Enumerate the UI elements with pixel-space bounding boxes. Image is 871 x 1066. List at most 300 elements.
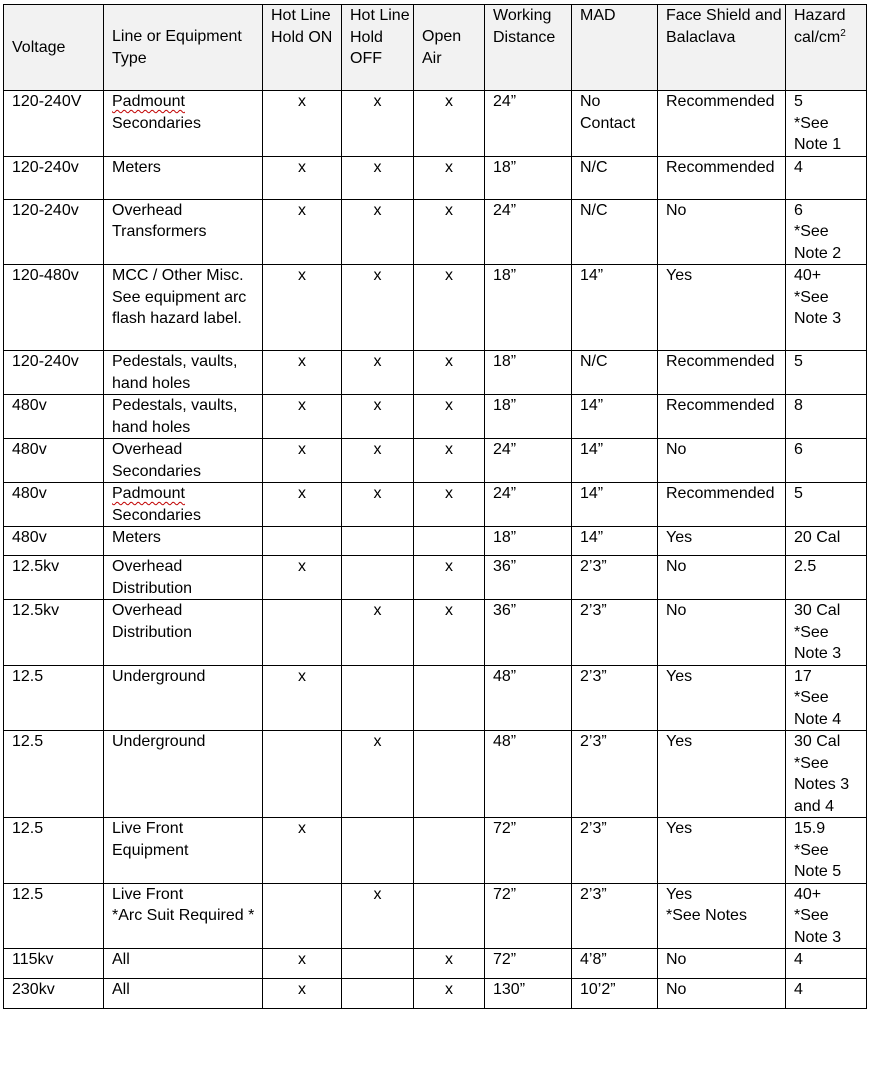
cell-text: 480v bbox=[12, 529, 47, 546]
cell-voltage bbox=[4, 665, 104, 731]
cell-hazard bbox=[786, 883, 867, 949]
cell-hot-line-hold-on bbox=[263, 600, 342, 666]
cell-voltage bbox=[4, 979, 104, 1009]
table-row bbox=[4, 818, 867, 884]
cell-text: x bbox=[373, 201, 382, 219]
cell-text: 2’3” bbox=[580, 558, 607, 575]
cell-voltage bbox=[4, 731, 104, 818]
cell-type bbox=[104, 527, 263, 556]
cell-working-distance bbox=[485, 949, 572, 979]
cell-text: 120-240V bbox=[12, 93, 82, 110]
table-row bbox=[4, 731, 867, 818]
cell-face-shield bbox=[658, 600, 786, 666]
cell-text: Pedestals, vaults, hand holes bbox=[112, 353, 238, 392]
table-row bbox=[4, 199, 867, 265]
cell-text: Meters bbox=[112, 158, 161, 176]
cell-text: 36” bbox=[493, 558, 517, 575]
cell-text: 4 bbox=[794, 981, 803, 998]
cell-text: 10’2” bbox=[580, 981, 616, 998]
cell-hazard bbox=[786, 91, 867, 157]
cell-text: Secondaries bbox=[112, 462, 201, 480]
cell-text: x bbox=[298, 558, 306, 575]
cell-voltage bbox=[4, 556, 104, 600]
cell-hot-line-hold-on bbox=[263, 156, 342, 199]
cell-mad bbox=[572, 600, 658, 666]
cell-working-distance bbox=[485, 527, 572, 556]
header-hot-line-hold-off: Hot Line Hold OFF bbox=[342, 5, 414, 91]
cell-hot-line-hold-on bbox=[263, 439, 342, 483]
cell-hot-line-hold-on bbox=[263, 731, 342, 818]
cell-type bbox=[104, 979, 263, 1009]
cell-text: 15.9 bbox=[794, 820, 826, 837]
table-row bbox=[4, 600, 867, 666]
cell-text: 115kv bbox=[12, 951, 54, 968]
cell-text: Padmount bbox=[112, 485, 185, 502]
cell-text: 120-480v bbox=[12, 267, 79, 284]
cell-type bbox=[104, 665, 263, 731]
cell-text: x bbox=[445, 267, 453, 284]
table-row bbox=[4, 556, 867, 600]
cell-text: Recommended bbox=[666, 397, 775, 414]
cell-mad bbox=[572, 199, 658, 265]
cell-text: Recommended bbox=[666, 158, 775, 176]
cell-text: x bbox=[373, 353, 382, 370]
cell-text: 12.5 bbox=[12, 733, 44, 750]
cell-hazard bbox=[786, 731, 867, 818]
cell-text: 40+ bbox=[794, 267, 822, 284]
cell-hot-line-hold-off bbox=[342, 883, 414, 949]
cell-text: Yes bbox=[666, 885, 693, 903]
cell-text: Secondaries bbox=[112, 506, 201, 524]
cell-text: 120-240v bbox=[12, 201, 79, 219]
cell-text: x bbox=[298, 93, 306, 110]
cell-text: 24” bbox=[493, 485, 517, 502]
cell-face-shield bbox=[658, 527, 786, 556]
cell-voltage bbox=[4, 527, 104, 556]
cell-text: Recommended bbox=[666, 93, 775, 110]
header-mad: MAD bbox=[572, 5, 658, 91]
cell-text: Distribution bbox=[112, 579, 193, 597]
header-hazard-text: Hazard cal/cm bbox=[794, 7, 846, 46]
cell-open-air bbox=[414, 979, 485, 1009]
cell-face-shield bbox=[658, 731, 786, 818]
cell-text: x bbox=[373, 158, 382, 176]
cell-text: x bbox=[445, 485, 453, 502]
cell-face-shield bbox=[658, 439, 786, 483]
cell-text: 20 Cal bbox=[794, 529, 841, 546]
cell-hazard bbox=[786, 979, 867, 1009]
cell-text: *Arc Suit Required * bbox=[112, 907, 255, 924]
cell-text: 14” bbox=[580, 529, 604, 546]
cell-text: x bbox=[445, 558, 453, 575]
cell-working-distance bbox=[485, 265, 572, 351]
cell-text: 72” bbox=[493, 951, 517, 968]
cell-hazard bbox=[786, 395, 867, 439]
cell-open-air bbox=[414, 156, 485, 199]
cell-face-shield bbox=[658, 665, 786, 731]
cell-text: 230kv bbox=[12, 981, 55, 998]
cell-text: 8 bbox=[794, 397, 803, 414]
cell-text: *See Notes 3 and 4 bbox=[794, 754, 850, 815]
cell-open-air bbox=[414, 883, 485, 949]
cell-face-shield bbox=[658, 395, 786, 439]
cell-text: *See Note 1 bbox=[794, 114, 842, 153]
cell-text: 4’8” bbox=[580, 951, 607, 968]
cell-hot-line-hold-on bbox=[263, 949, 342, 979]
cell-text: 30 Cal bbox=[794, 602, 841, 619]
cell-text: 120-240v bbox=[12, 158, 79, 176]
cell-text: All bbox=[112, 981, 130, 998]
cell-open-air bbox=[414, 351, 485, 395]
cell-text: Yes bbox=[666, 733, 693, 750]
cell-text: x bbox=[373, 885, 382, 903]
cell-hot-line-hold-off bbox=[342, 979, 414, 1009]
cell-type bbox=[104, 91, 263, 157]
cell-text: Yes bbox=[666, 820, 693, 837]
cell-text: x bbox=[445, 353, 453, 370]
cell-text: 36” bbox=[493, 602, 517, 619]
cell-text: 5 bbox=[794, 353, 803, 370]
cell-working-distance bbox=[485, 818, 572, 884]
cell-text: x bbox=[298, 485, 306, 502]
cell-type bbox=[104, 483, 263, 527]
cell-open-air bbox=[414, 600, 485, 666]
cell-hot-line-hold-on bbox=[263, 265, 342, 351]
cell-open-air bbox=[414, 199, 485, 265]
cell-type bbox=[104, 439, 263, 483]
cell-voltage bbox=[4, 91, 104, 157]
cell-text: N/C bbox=[580, 158, 608, 176]
cell-text: Underground bbox=[112, 667, 206, 685]
cell-text: 18” bbox=[493, 158, 517, 176]
cell-text: Secondaries bbox=[112, 114, 201, 132]
cell-text: 18” bbox=[493, 353, 517, 370]
cell-text: 12.5kv bbox=[12, 558, 60, 575]
cell-working-distance bbox=[485, 395, 572, 439]
cell-mad bbox=[572, 949, 658, 979]
cell-hazard bbox=[786, 156, 867, 199]
cell-hot-line-hold-on bbox=[263, 818, 342, 884]
cell-face-shield bbox=[658, 483, 786, 527]
cell-text: Meters bbox=[112, 529, 161, 546]
cell-hazard bbox=[786, 265, 867, 351]
cell-text: 48” bbox=[493, 733, 517, 750]
cell-type bbox=[104, 199, 263, 265]
cell-text: 2’3” bbox=[580, 602, 607, 619]
table-row bbox=[4, 483, 867, 527]
cell-text: No Contact bbox=[580, 93, 636, 132]
cell-text: Transformers bbox=[112, 223, 207, 240]
cell-mad bbox=[572, 265, 658, 351]
cell-hot-line-hold-off bbox=[342, 395, 414, 439]
cell-hot-line-hold-off bbox=[342, 483, 414, 527]
cell-hot-line-hold-on bbox=[263, 979, 342, 1009]
cell-text: x bbox=[298, 397, 306, 414]
cell-text: 4 bbox=[794, 158, 803, 176]
cell-text: x bbox=[445, 981, 453, 998]
cell-text: x bbox=[298, 353, 306, 370]
cell-voltage bbox=[4, 818, 104, 884]
cell-text: x bbox=[373, 485, 382, 502]
cell-text: 2’3” bbox=[580, 667, 607, 685]
cell-text: Yes bbox=[666, 529, 693, 546]
cell-text: Yes bbox=[666, 667, 693, 685]
cell-hot-line-hold-off bbox=[342, 665, 414, 731]
cell-working-distance bbox=[485, 665, 572, 731]
cell-mad bbox=[572, 156, 658, 199]
cell-working-distance bbox=[485, 979, 572, 1009]
cell-text: No bbox=[666, 201, 687, 219]
cell-text: 6 bbox=[794, 201, 803, 219]
cell-text: Underground bbox=[112, 733, 206, 750]
cell-voltage bbox=[4, 883, 104, 949]
cell-working-distance bbox=[485, 199, 572, 265]
table-row bbox=[4, 883, 867, 949]
cell-open-air bbox=[414, 731, 485, 818]
cell-text: N/C bbox=[580, 201, 608, 219]
cell-mad bbox=[572, 527, 658, 556]
cell-hazard bbox=[786, 818, 867, 884]
cell-text: No bbox=[666, 441, 687, 458]
cell-text: Overhead bbox=[112, 441, 183, 458]
cell-text: x bbox=[298, 441, 306, 458]
cell-voltage bbox=[4, 351, 104, 395]
cell-text: 24” bbox=[493, 201, 517, 219]
cell-text: Overhead bbox=[112, 201, 183, 219]
cell-hot-line-hold-off bbox=[342, 527, 414, 556]
cell-text: N/C bbox=[580, 353, 608, 370]
cell-open-air bbox=[414, 818, 485, 884]
cell-text: Yes bbox=[666, 267, 693, 284]
cell-text: Overhead bbox=[112, 558, 183, 575]
cell-text: x bbox=[298, 267, 306, 284]
cell-mad bbox=[572, 883, 658, 949]
cell-hot-line-hold-off bbox=[342, 199, 414, 265]
cell-text: *See Notes bbox=[666, 907, 747, 924]
cell-mad bbox=[572, 439, 658, 483]
header-voltage: Voltage bbox=[4, 5, 104, 91]
header-hazard-superscript: 2 bbox=[840, 27, 846, 39]
cell-text: Padmount bbox=[112, 93, 185, 110]
cell-hot-line-hold-off bbox=[342, 949, 414, 979]
cell-text: x bbox=[445, 93, 453, 110]
cell-voltage bbox=[4, 395, 104, 439]
cell-text: All bbox=[112, 951, 130, 968]
cell-type bbox=[104, 731, 263, 818]
cell-face-shield bbox=[658, 556, 786, 600]
cell-text: 2’3” bbox=[580, 733, 607, 750]
cell-text: x bbox=[373, 93, 382, 110]
cell-text: 5 bbox=[794, 485, 803, 502]
cell-face-shield bbox=[658, 199, 786, 265]
cell-type bbox=[104, 265, 263, 351]
cell-hazard bbox=[786, 439, 867, 483]
cell-text: 24” bbox=[493, 93, 517, 110]
cell-text: x bbox=[298, 951, 306, 968]
cell-text: No bbox=[666, 602, 687, 619]
table-row bbox=[4, 527, 867, 556]
cell-text: 4 bbox=[794, 951, 803, 968]
cell-hot-line-hold-on bbox=[263, 556, 342, 600]
cell-hot-line-hold-on bbox=[263, 199, 342, 265]
cell-hot-line-hold-off bbox=[342, 818, 414, 884]
cell-text: Recommended bbox=[666, 353, 775, 370]
cell-hazard bbox=[786, 665, 867, 731]
cell-mad bbox=[572, 818, 658, 884]
cell-type bbox=[104, 351, 263, 395]
cell-text: *See Note 3 bbox=[794, 288, 842, 327]
cell-mad bbox=[572, 395, 658, 439]
cell-text: 18” bbox=[493, 267, 517, 284]
cell-text: 14” bbox=[580, 441, 604, 458]
cell-text: MCC / Other Misc. See equipment arc flash hazard label. bbox=[112, 267, 247, 327]
cell-face-shield bbox=[658, 979, 786, 1009]
cell-hazard bbox=[786, 556, 867, 600]
cell-text: Distribution bbox=[112, 623, 193, 641]
cell-type bbox=[104, 156, 263, 199]
cell-hot-line-hold-off bbox=[342, 439, 414, 483]
cell-face-shield bbox=[658, 883, 786, 949]
cell-text: No bbox=[666, 981, 687, 998]
header-hot-line-hold-on: Hot Line Hold ON bbox=[263, 5, 342, 91]
cell-text: x bbox=[373, 441, 382, 458]
cell-working-distance bbox=[485, 351, 572, 395]
cell-text: 24” bbox=[493, 441, 517, 458]
cell-hot-line-hold-on bbox=[263, 527, 342, 556]
cell-text: *See Note 3 bbox=[794, 907, 842, 946]
cell-text: Overhead bbox=[112, 602, 183, 619]
cell-mad bbox=[572, 351, 658, 395]
cell-text: 14” bbox=[580, 485, 604, 502]
cell-text: 14” bbox=[580, 267, 604, 284]
cell-text: 2.5 bbox=[794, 558, 817, 575]
cell-open-air bbox=[414, 265, 485, 351]
header-open-air: Open Air bbox=[414, 5, 485, 91]
cell-text: 12.5 bbox=[12, 820, 44, 837]
header-row bbox=[4, 5, 867, 91]
cell-mad bbox=[572, 91, 658, 157]
cell-type bbox=[104, 600, 263, 666]
cell-text: 14” bbox=[580, 397, 604, 414]
header-face-shield: Face Shield and Balaclava bbox=[658, 5, 786, 91]
table-row bbox=[4, 156, 867, 199]
cell-text: 5 bbox=[794, 93, 803, 110]
table-row bbox=[4, 265, 867, 351]
cell-text: 48” bbox=[493, 667, 517, 685]
cell-text: 12.5 bbox=[12, 667, 44, 685]
cell-text: x bbox=[298, 820, 306, 837]
table-row bbox=[4, 351, 867, 395]
cell-voltage bbox=[4, 949, 104, 979]
cell-hot-line-hold-off bbox=[342, 351, 414, 395]
cell-text: 17 bbox=[794, 667, 812, 685]
header-type: Line or Equipment Type bbox=[104, 5, 263, 91]
cell-hot-line-hold-on bbox=[263, 883, 342, 949]
cell-hot-line-hold-off bbox=[342, 556, 414, 600]
cell-text: x bbox=[373, 733, 382, 750]
cell-text: Equipment bbox=[112, 841, 189, 859]
cell-text: *See Note 4 bbox=[794, 689, 842, 728]
cell-text: 2’3” bbox=[580, 820, 607, 837]
cell-hot-line-hold-off bbox=[342, 600, 414, 666]
cell-working-distance bbox=[485, 439, 572, 483]
cell-hot-line-hold-on bbox=[263, 91, 342, 157]
cell-text: No bbox=[666, 951, 687, 968]
cell-voltage bbox=[4, 483, 104, 527]
cell-text: 12.5kv bbox=[12, 602, 60, 619]
cell-hazard bbox=[786, 949, 867, 979]
cell-working-distance bbox=[485, 731, 572, 818]
cell-face-shield bbox=[658, 949, 786, 979]
cell-text: Live Front bbox=[112, 820, 184, 837]
cell-text: x bbox=[373, 397, 382, 414]
cell-working-distance bbox=[485, 483, 572, 527]
cell-text: Recommended bbox=[666, 485, 775, 502]
cell-text: x bbox=[373, 267, 382, 284]
cell-text: Live Front bbox=[112, 885, 184, 903]
cell-working-distance bbox=[485, 883, 572, 949]
table-row bbox=[4, 91, 867, 157]
header-working-distance: Working Distance bbox=[485, 5, 572, 91]
cell-text: 72” bbox=[493, 820, 517, 837]
cell-working-distance bbox=[485, 556, 572, 600]
cell-text: x bbox=[445, 158, 453, 176]
cell-text: 480v bbox=[12, 397, 47, 414]
cell-voltage bbox=[4, 600, 104, 666]
cell-hazard bbox=[786, 199, 867, 265]
cell-working-distance bbox=[485, 91, 572, 157]
header-hazard bbox=[786, 5, 867, 91]
cell-text: *See Note 5 bbox=[794, 841, 842, 880]
cell-hot-line-hold-on bbox=[263, 483, 342, 527]
cell-working-distance bbox=[485, 156, 572, 199]
cell-text: 40+ bbox=[794, 885, 822, 903]
cell-text: *See Note 3 bbox=[794, 623, 842, 662]
cell-text: 30 Cal bbox=[794, 733, 841, 750]
cell-text: x bbox=[445, 951, 453, 968]
cell-text: x bbox=[298, 158, 306, 176]
cell-text: 480v bbox=[12, 485, 47, 502]
cell-mad bbox=[572, 556, 658, 600]
cell-face-shield bbox=[658, 818, 786, 884]
cell-hot-line-hold-off bbox=[342, 731, 414, 818]
cell-text: 12.5 bbox=[12, 885, 44, 903]
cell-voltage bbox=[4, 439, 104, 483]
cell-type bbox=[104, 818, 263, 884]
cell-hot-line-hold-on bbox=[263, 395, 342, 439]
cell-hot-line-hold-on bbox=[263, 351, 342, 395]
cell-open-air bbox=[414, 556, 485, 600]
cell-face-shield bbox=[658, 265, 786, 351]
cell-open-air bbox=[414, 439, 485, 483]
cell-face-shield bbox=[658, 91, 786, 157]
cell-text: x bbox=[445, 602, 453, 619]
cell-text: x bbox=[445, 201, 453, 219]
cell-open-air bbox=[414, 483, 485, 527]
cell-hot-line-hold-off bbox=[342, 265, 414, 351]
cell-voltage bbox=[4, 265, 104, 351]
cell-open-air bbox=[414, 91, 485, 157]
cell-type bbox=[104, 395, 263, 439]
cell-text: Pedestals, vaults, hand holes bbox=[112, 397, 238, 436]
cell-hazard bbox=[786, 483, 867, 527]
table-row bbox=[4, 949, 867, 979]
cell-mad bbox=[572, 483, 658, 527]
table-row bbox=[4, 395, 867, 439]
cell-hazard bbox=[786, 351, 867, 395]
cell-working-distance bbox=[485, 600, 572, 666]
cell-text: 120-240v bbox=[12, 353, 79, 370]
